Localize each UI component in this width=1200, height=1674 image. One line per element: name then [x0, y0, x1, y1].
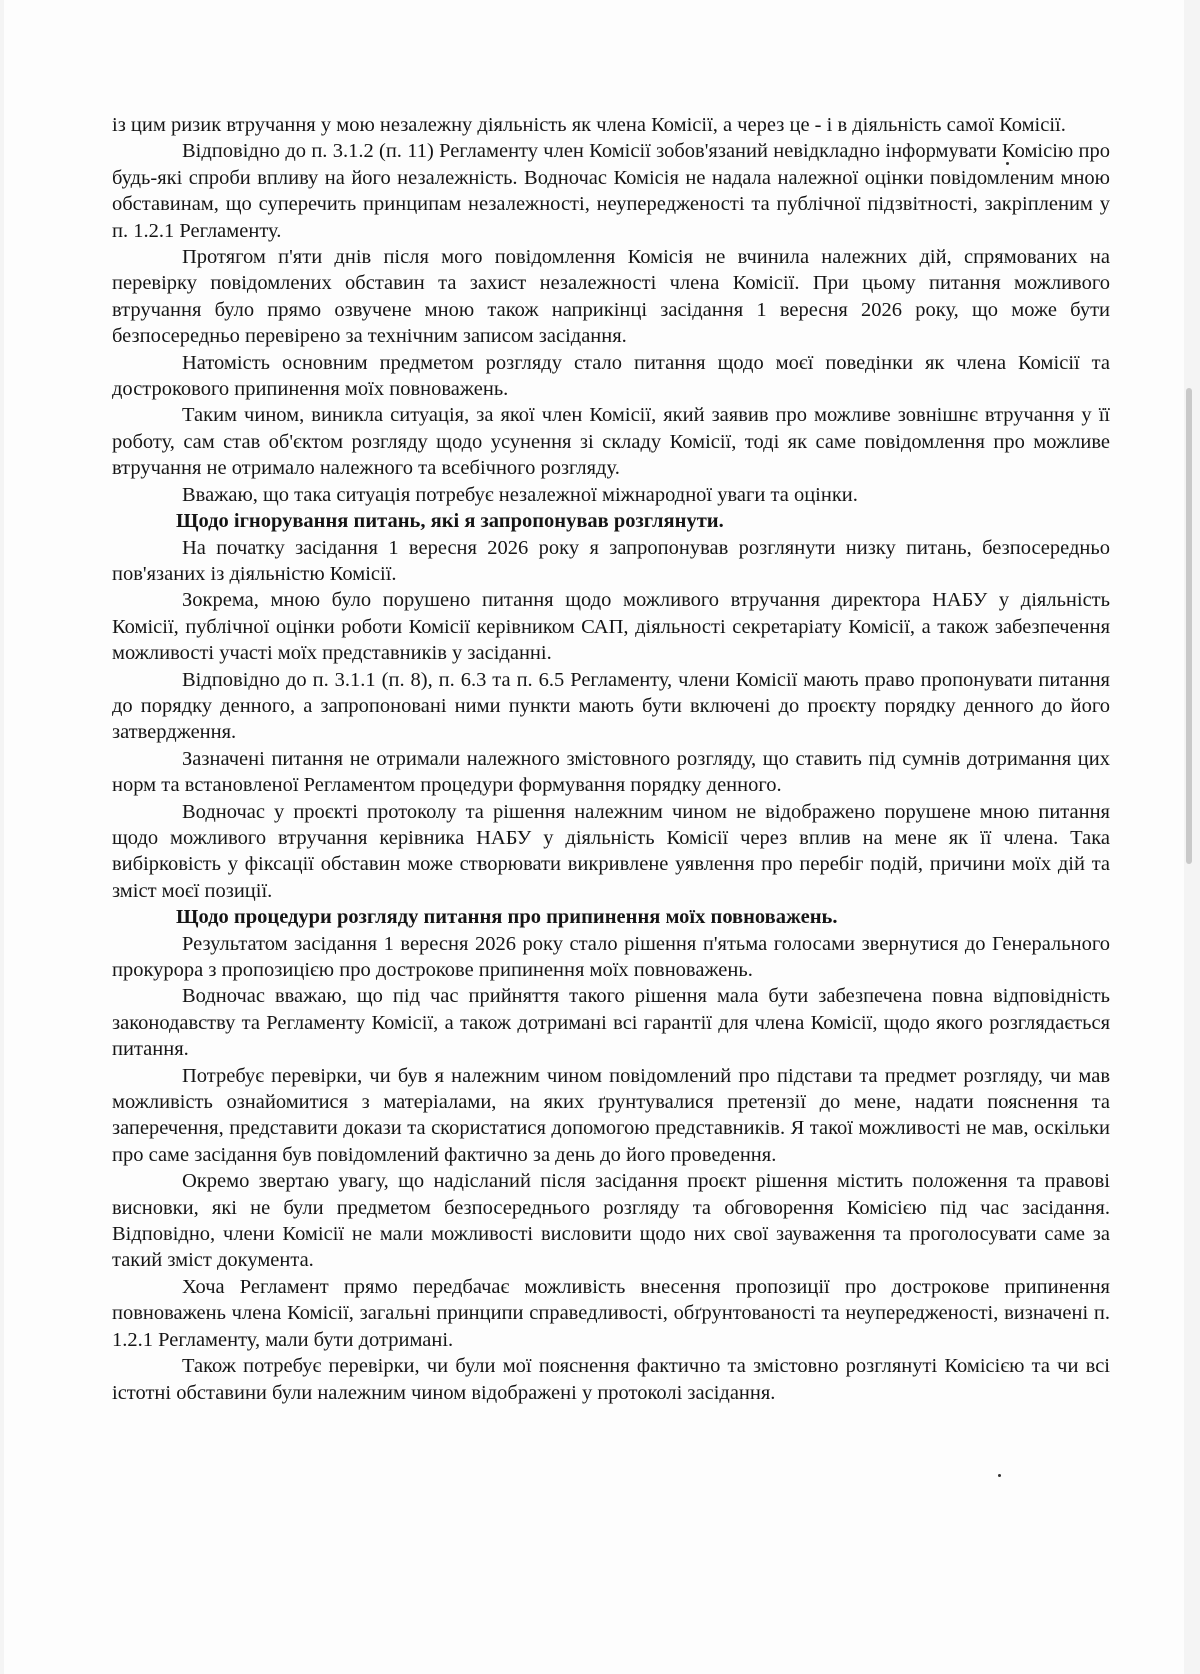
paragraph: Водночас вважаю, що під час прийняття такого рішення мала бути забезпечена повна відповідність законодавству та Регламенту Комісії, а також дотримані всі гарантії для члена Комісії, щодо якого розглядається питання.: [112, 985, 1110, 1061]
paragraph: Відповідно до п. 3.1.1 (п. 8), п. 6.3 та п. 6.5 Регламенту, члени Комісії мають право пропонувати питання до порядку денного, а запропоновані ними пункти мають бути включені до проєкту порядку денного до його затвердження.: [112, 668, 1110, 744]
paragraph: Водночас у проєкті протоколу та рішення належним чином не відображено порушене мною питання щодо можливого втручання керівника НАБУ у діяльність Комісії через вплив на мене як її члена. Така вибірковість у фіксації обставин може створювати викривлене уявлення про перебіг подій, причини моїх дій та зміст моєї позиції.: [112, 800, 1110, 902]
paragraph: Таким чином, виникла ситуація, за якої член Комісії, який заявив про можливе зовнішнє втручання у її роботу, сам став об'єктом розгляду щодо усунення зі складу Комісії, тоді як саме повідомлення про можливе втручання не отримало належного та всебічного розгляду.: [112, 404, 1110, 480]
paragraph: Хоча Регламент прямо передбачає можливість внесення пропозиції про дострокове припинення повноважень члена Комісії, загальні принципи справедливості, обґрунтованості та неупередженості, визначені п. 1.2.1 Регламенту, мали бути дотримані.: [112, 1275, 1110, 1351]
paragraph: Зокрема, мною було порушено питання щодо можливого втручання директора НАБУ у діяльність Комісії, публічної оцінки роботи Комісії керівником САП, діяльності секретаріату Комісії, а також забезпечення можливості участі моїх представників у засіданні.: [112, 589, 1110, 665]
scan-speck: [998, 1474, 1001, 1477]
vertical-scrollbar[interactable]: [1186, 388, 1192, 864]
paragraph: На початку засідання 1 вересня 2026 року я запропонував розглянути низку питань, безпосередньо пов'язаних із діяльністю Комісії.: [112, 536, 1110, 585]
paragraph: Окремо звертаю увагу, що надісланий після засідання проєкт рішення містить положення та правові висновки, які не були предметом безпосереднього розгляду та обговорення Комісією під час засідання. Відповідно, члени Комісії не мали можливості висловити щодо них свої зауваження та проголосувати саме за такий зміст документа.: [112, 1170, 1110, 1272]
paragraph: Відповідно до п. 3.1.2 (п. 11) Регламенту член Комісії зобов'язаний невідкладно інформувати Комісію про будь-які спроби впливу на його незалежність. Водночас Комісія не надала належної оцінки повідомленим мною обставинам, що суперечить принципам незалежності, неупередженості та публічної підзвітності, закріпленим у п. 1.2.1 Регламенту.: [112, 140, 1110, 242]
scan-speck: [1006, 162, 1009, 165]
section-heading: Щодо процедури розгляду питання про припинення моїх повноважень.: [176, 906, 838, 929]
paragraph: Також потребує перевірки, чи були мої пояснення фактично та змістовно розглянуті Комісією та чи всі істотні обставини були належним чином відображені у протоколі засідання.: [112, 1355, 1110, 1404]
paragraph: Зазначені питання не отримали належного змістовного розгляду, що ставить під сумнів дотримання цих норм та встановленої Регламентом процедури формування порядку денного.: [112, 747, 1110, 797]
document-page: [4, 0, 1184, 1674]
paragraph: Вважаю, що така ситуація потребує незалежної міжнародної уваги та оцінки.: [182, 483, 858, 506]
paragraph: Натомість основним предметом розгляду стало питання щодо моєї поведінки як члена Комісії та дострокового припинення моїх повноважень.: [112, 351, 1110, 401]
document-body: [112, 112, 1110, 1406]
paragraph: Результатом засідання 1 вересня 2026 року стало рішення п'ятьма голосами звернутися до Генерального прокурора з пропозицією про дострокове припинення моїх повноважень.: [112, 932, 1110, 981]
section-heading: Щодо ігнорування питань, які я запропонував розглянути.: [176, 510, 724, 533]
paragraph: із цим ризик втручання у мою незалежну діяльність як члена Комісії, а через це - і в діяльність самої Комісії.: [112, 114, 1066, 136]
paragraph: Протягом п'яти днів після мого повідомлення Комісія не вчинила належних дій, спрямованих на перевірку повідомлених обставин та захист незалежності члена Комісії. При цьому питання можливого втручання було прямо озвучене мною також наприкінці засідання 1 вересня 2026 року, що може бути безпосередньо перевірено за технічним записом засідання.: [112, 246, 1110, 348]
paragraph: Потребує перевірки, чи був я належним чином повідомлений про підстави та предмет розгляду, чи мав можливість ознайомитися з матеріалами, на яких ґрунтувалися претензії до мене, надати пояснення та заперечення, представити докази та скористатися допомогою представників. Я такої можливості не мав, оскільки про саме засідання був повідомлений фактично за день до його проведення.: [112, 1064, 1110, 1166]
